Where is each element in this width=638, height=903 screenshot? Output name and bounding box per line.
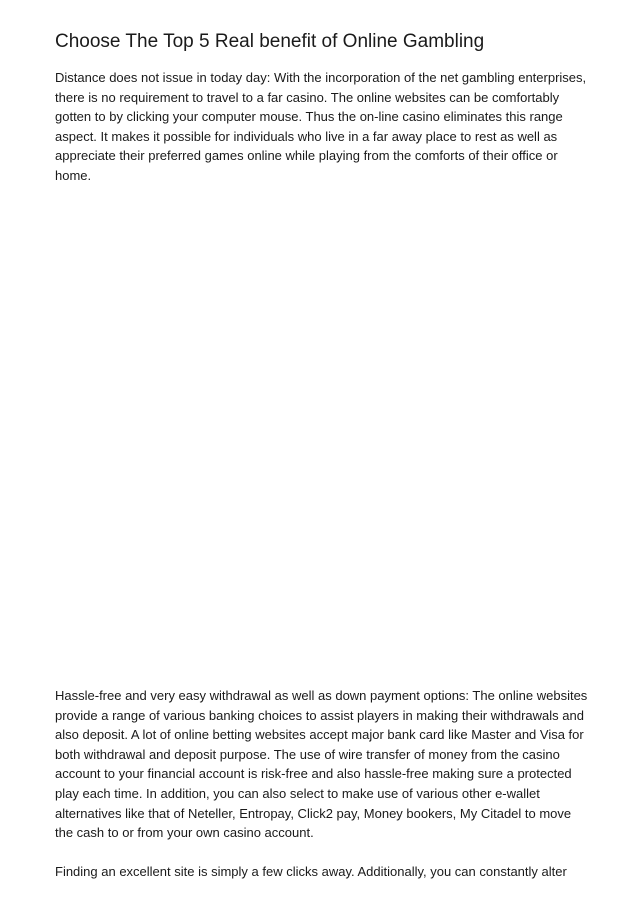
paragraph-line: home. [55,167,92,183]
paragraph-line: play each time. In addition, you can also select to make use of various other e-wallet [55,785,540,801]
document-title: Choose The Top 5 Real benefit of Online Gambling [55,31,485,52]
paragraph-line: alternatives like that of Neteller, Entropay, Click2 pay, Money bookers, My Citadel to move [55,805,572,821]
paragraph-line: account to your financial account is risk-free and also hassle-free making sure a protected [55,766,572,782]
paragraph-line: also deposit. A lot of online betting websites accept major bank card like Master and Visa for [55,727,584,743]
paragraph-line: provide a range of various banking choices to assist players in making their withdrawals and [55,707,584,723]
paragraph-distance [55,68,595,186]
paragraph-line: both withdrawal and deposit purpose. The use of wire transfer of money from the casino [55,746,560,762]
paragraph-line: the cash to or from your own casino account. [55,825,314,841]
paragraph-line: gotten to by clicking your computer mouse. Thus the on-line casino eliminates this range [55,109,563,125]
paragraph-line: Finding an excellent site is simply a few clicks away. Additionally, you can constantly alter [55,864,567,879]
paragraph-line: Hassle-free and very easy withdrawal as well as down payment options: The online websites [55,688,588,703]
paragraph-finding-site [55,862,595,882]
paragraph-banking-options [55,686,595,843]
paragraph-line: Distance does not issue in today day: With the incorporation of the net gambling enterprises, [55,70,587,85]
paragraph-line: there is no requirement to travel to a far casino. The online websites can be comfortably [55,89,560,105]
paragraph-line: appreciate their preferred games online while playing from the comforts of their office or [55,148,558,164]
paragraph-line: aspect. It makes it possible for individuals who live in a far away place to rest as well as [55,128,558,144]
